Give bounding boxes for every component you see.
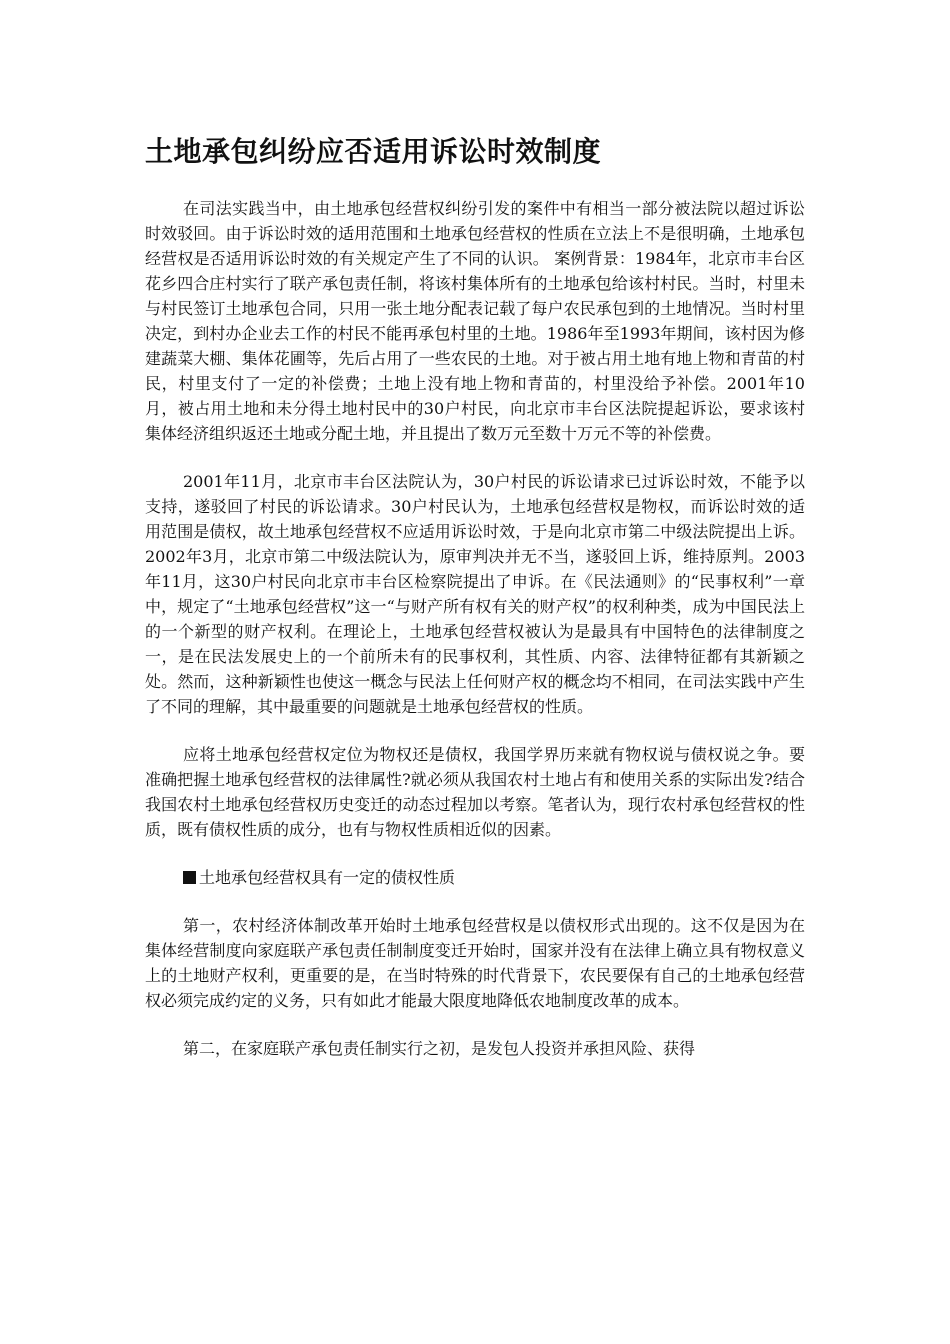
document-title: 土地承包纠纷应否适用诉讼时效制度 [145, 135, 602, 168]
paragraph-first-point: 第一，农村经济体制改革开始时土地承包经营权是以债权形式出现的。这不仅是因为在集体经营制度向家庭联产承包责任制制度变迁开始时，国家并没有在法律上确立具有物权意义上的土地财产权利，更重要的是，在当时特殊的时代背景下，农民要保有自己的土地承包经营权必须完成约定的义务，只有如此才能最大限度地降低农地制度改革的成本。 [145, 916, 805, 1010]
paragraph-second-point: 第二，在家庭联产承包责任制实行之初，是发包人投资并承担风险、获得 [183, 1039, 696, 1058]
document-body [145, 196, 805, 1084]
black-square-bullet-icon [183, 871, 196, 884]
paragraph-court-rulings: 2001年11月，北京市丰台区法院认为，30户村民的诉讼请求已过诉讼时效，不能予以支持，遂驳回了村民的诉讼请求。30户村民认为，土地承包经营权是物权，而诉讼时效的适用范围是债权，故土地承包经营权不应适用诉讼时效，于是向北京市第二中级法院提出上诉。2002年3月，北京市第二中级法院认为，原审判决并无不当，遂驳回上诉，维持原判。2003年11月，这30户村民向北京市丰台区检察院提出了申诉。在《民法通则》的“民事权利”一章中，规定了“土地承包经营权”这一“与财产所有权有关的财产权”的权利种类，成为中国民法上的一个新型的财产权利。在理论上，土地承包经营权被认为是最具有中国特色的法律制度之一，是在民法发展史上的一个前所未有的民事权利，其性质、内容、法律特征都有其新颖之处。然而，这种新颖性也使这一概念与民法上任何财产权的概念均不相同，在司法实践中产生了不同的理解，其中最重要的问题就是土地承包经营权的性质。 [145, 472, 805, 716]
section-heading [145, 865, 805, 890]
paragraph-case-background: 在司法实践当中，由土地承包经营权纠纷引发的案件中有相当一部分被法院以超过诉讼时效驳回。由于诉讼时效的适用范围和土地承包经营权的性质在立法上不是很明确，土地承包经营权是否适用诉讼时效的有关规定产生了不同的认识。 案例背景：1984年，北京市丰台区花乡四合庄村实行了联产承包责任制，将该村集体所有的土地承包给该村村民。当时，村里未与村民签订土地承包合同，只用一张土地分配表记载了每户农民承包到的土地情况。当时村里决定，到村办企业去工作的村民不能再承包村里的土地。1986年至1993年期间，该村因为修建蔬菜大棚、集体花圃等，先后占用了一些农民的土地。对于被占用土地有地上物和青苗的村民，村里支付了一定的补偿费；土地上没有地上物和青苗的，村里没给予补偿。2001年10月，被占用土地和未分得土地村民中的30户村民，向北京市丰台区法院提起诉讼，要求该村集体经济组织返还土地或分配土地，并且提出了数万元至数十万元不等的补偿费。 [145, 199, 805, 443]
section-heading-text: 土地承包经营权具有一定的债权性质 [199, 868, 456, 887]
paragraph-legal-nature: 应将土地承包经营权定位为物权还是债权，我国学界历来就有物权说与债权说之争。要准确把握土地承包经营权的法律属性?就必须从我国农村土地占有和使用关系的实际出发?结合我国农村土地承包经营权历史变迁的动态过程加以考察。笔者认为，现行农村承包经营权的性质，既有债权性质的成分，也有与物权性质相近似的因素。 [145, 745, 805, 839]
